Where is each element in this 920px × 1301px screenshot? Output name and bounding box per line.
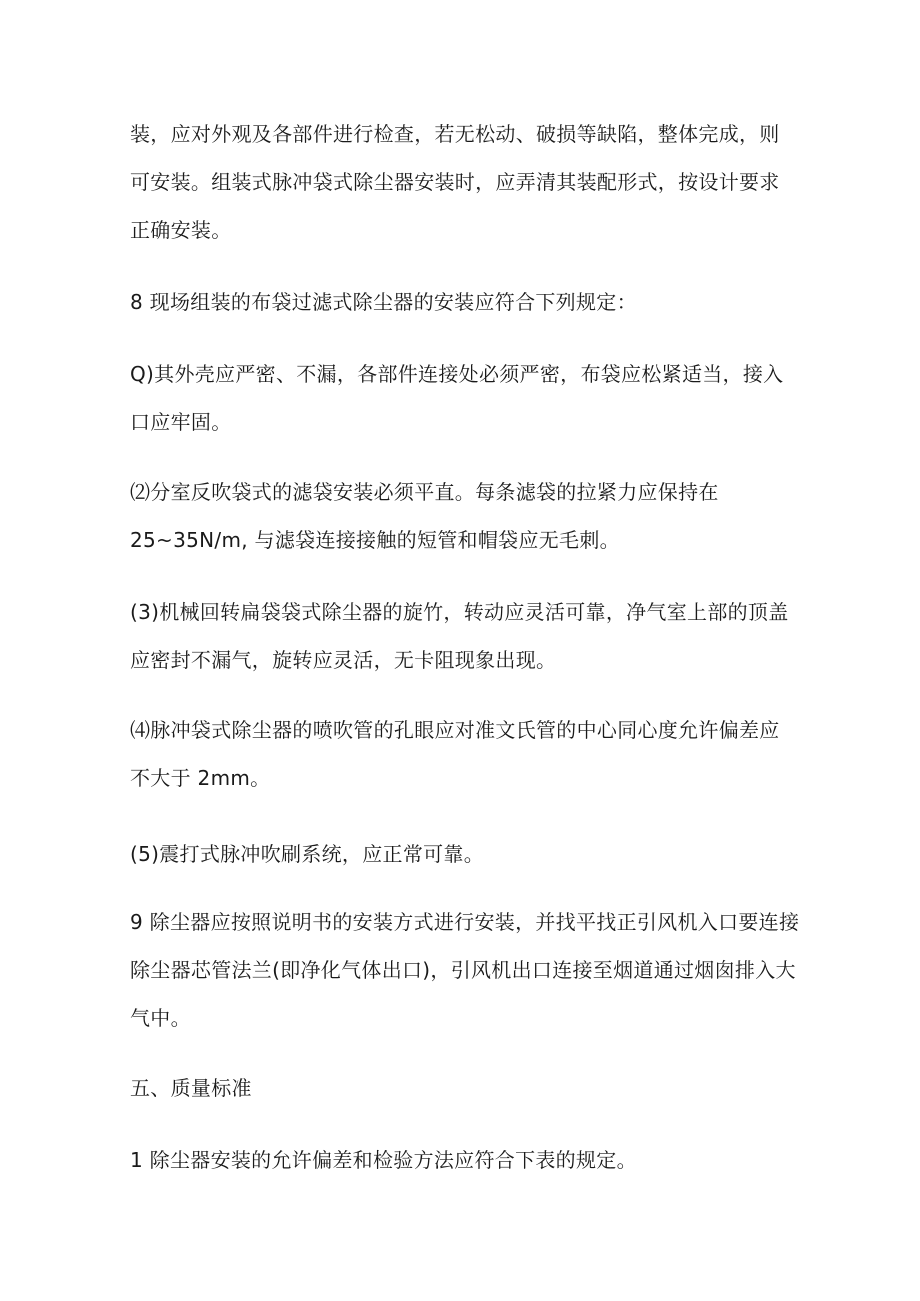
paragraph-subitem-3 [130,588,810,684]
text-line: 五、质量标准 [130,1076,252,1100]
text-line: 口应牢固。 [130,410,232,434]
paragraph-subitem-2 [130,468,810,564]
paragraph-subitem-1 [130,350,810,446]
text-line: 1 除尘器安装的允许偏差和检验方法应符合下表的规定。 [130,1148,637,1172]
text-line: 气中。 [130,1006,191,1030]
text-line: ⑷脉冲袋式除尘器的喷吹管的孔眼应对准文氏管的中心同心度允许偏差应 [130,718,780,742]
section-heading-quality-standard [130,1064,810,1112]
text-line: 25~35N/m, 与滤袋连接接触的短管和帽袋应无毛刺。 [130,528,620,552]
text-line: Q)其外壳应严密、不漏，各部件连接处必须严密，布袋应松紧适当，接入 [130,362,784,386]
paragraph-subitem-4 [130,706,810,802]
text-line: (3)机械回转扁袋袋式除尘器的旋竹，转动应灵活可靠，净气室上部的顶盖 [130,600,789,624]
text-line: 可安装。组装式脉冲袋式除尘器安装时，应弄清其装配形式，按设计要求 [130,170,780,194]
paragraph-item-8 [130,278,810,326]
text-line: 装，应对外观及各部件进行检查，若无松动、破损等缺陷，整体完成，则 [130,122,780,146]
text-line: 9 除尘器应按照说明书的安装方式进行安装，并找平找正引风机入口要连接 [130,910,800,934]
text-line: 8 现场组装的布袋过滤式除尘器的安装应符合下列规定： [130,290,637,314]
paragraph-installation-check [130,110,810,254]
text-line: 正确安装。 [130,218,232,242]
paragraph-item-9 [130,898,810,1042]
paragraph-subitem-5 [130,830,810,878]
text-line: 不大于 2mm。 [130,766,271,790]
text-line: (5)震打式脉冲吹刷系统，应正常可靠。 [130,842,485,866]
paragraph-quality-item-1 [130,1136,810,1184]
text-line: 应密封不漏气，旋转应灵活，无卡阻现象出现。 [130,648,557,672]
text-line: ⑵分室反吹袋式的滤袋安装必须平直。每条滤袋的拉紧力应保持在 [130,480,719,504]
text-line: 除尘器芯管法兰(即净化气体出口)，引风机出口连接至烟道通过烟囱排入大 [130,958,796,982]
